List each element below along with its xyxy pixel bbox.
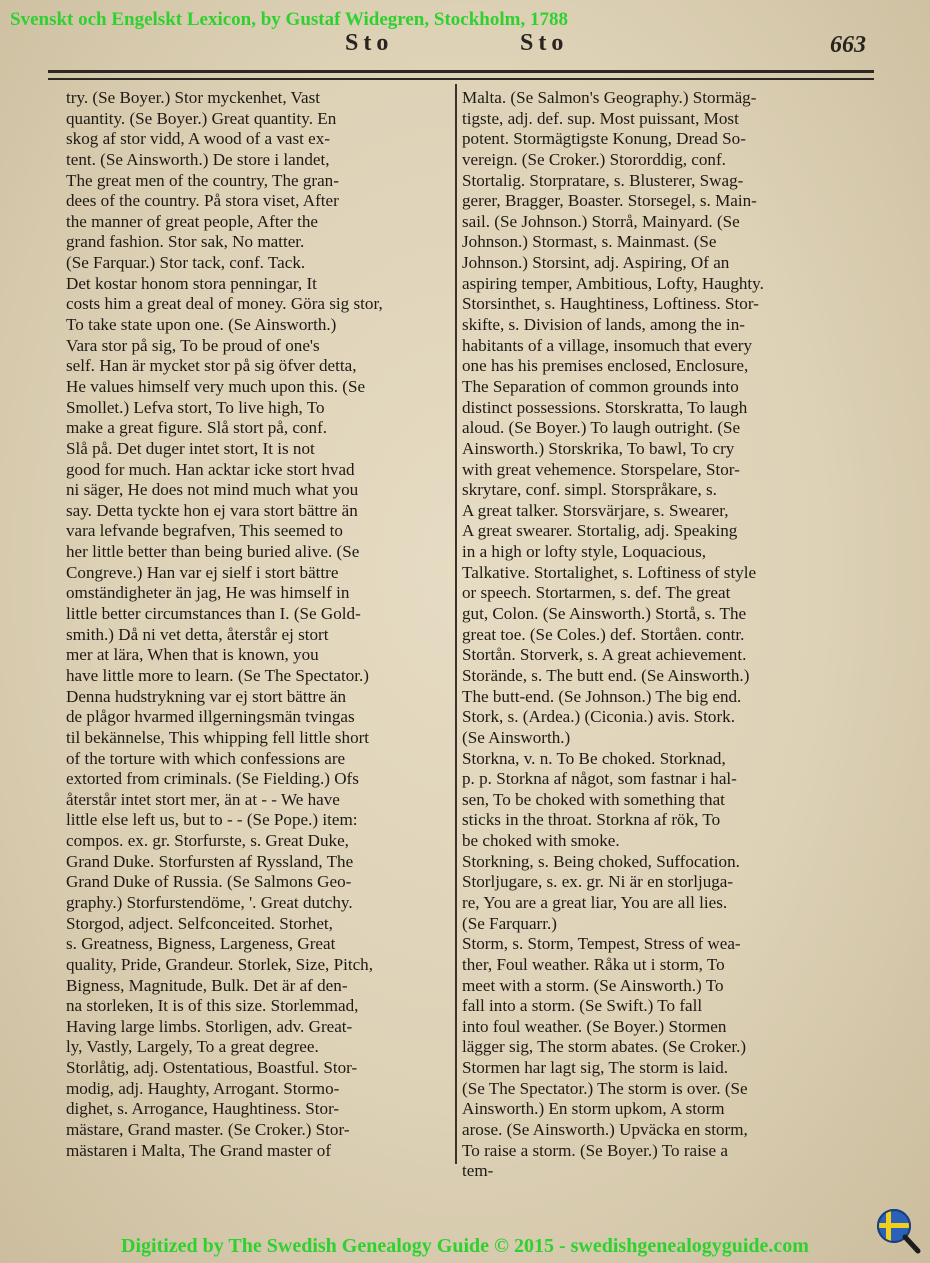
text-line: say. Detta tyckte hon ej vara stort bättre än: [66, 500, 358, 520]
text-line: Stortån. Storverk, s. A great achievement.: [462, 645, 747, 665]
text-line: de plågor hvarmed illgerningsmän tvingas: [66, 707, 355, 727]
text-line: The great men of the country, The gran-: [66, 170, 339, 190]
banner-title: Svenskt och Engelskt Lexicon, by Gustaf Widegren, Stockholm, 1788: [10, 9, 568, 30]
text-line: the manner of great people, After the: [66, 211, 319, 231]
text-line: til bekännelse, This whipping fell little short: [66, 727, 370, 747]
text-line: make a great figure. Slå stort på, conf.: [66, 418, 328, 438]
page-number: 663: [830, 32, 866, 58]
header-rule-thin: [48, 78, 874, 80]
text-line: (Se The Spectator.) The storm is over. (Se: [462, 1078, 748, 1098]
text-line: re, You are a great liar, You are all lies.: [462, 892, 728, 912]
text-line: sail. (Se Johnson.) Storrå, Mainyard. (Se: [462, 211, 740, 231]
text-line: To raise a storm. (Se Boyer.) To raise a: [462, 1140, 728, 1160]
text-line: Slå på. Det duger intet stort, It is not: [66, 438, 315, 458]
text-line: Vara stor på sig, To be proud of one's: [66, 335, 320, 355]
text-line: Johnson.) Stormast, s. Mainmast. (Se: [462, 232, 717, 252]
text-line: na storleken, It is of this size. Storlemmad,: [66, 996, 359, 1016]
text-line: sticks in the throat. Storkna af rök, To: [462, 810, 721, 830]
text-line: Malta. (Se Salmon's Geography.) Stormäg-: [462, 88, 757, 107]
text-line: Storlåtig, adj. Ostentatious, Boastful. Stor-: [66, 1058, 358, 1078]
text-line: graphy.) Storfurstendöme, '. Great dutchy.: [66, 892, 353, 912]
text-line: Stormen har lagt sig, The storm is laid.: [462, 1058, 729, 1078]
text-line: Ainsworth.) En storm upkom, A storm: [462, 1099, 725, 1119]
text-line: Johnson.) Storsint, adj. Aspiring, Of an: [462, 253, 730, 273]
text-line: arose. (Se Ainsworth.) Upväcka en storm,: [462, 1120, 748, 1140]
text-line: sen, To be choked with something that: [462, 789, 725, 809]
text-line: (Se Farquarr.): [462, 913, 557, 933]
text-line: compos. ex. gr. Storfurste, s. Great Duke,: [66, 831, 349, 851]
text-line: The Separation of common grounds into: [462, 376, 739, 396]
text-line: vereign. (Se Croker.) Stororddig, conf.: [462, 149, 726, 169]
text-line: skog af stor vidd, A wood of a vast ex-: [66, 129, 330, 149]
text-line: be choked with smoke.: [462, 831, 620, 851]
text-line: dees of the country. På stora viset, After: [66, 191, 339, 211]
text-line: fall into a storm. (Se Swift.) To fall: [462, 996, 703, 1016]
text-line: Stork, s. (Ardea.) (Ciconia.) avis. Stork.: [462, 707, 735, 727]
text-line: Smollet.) Lefva stort, To live high, To: [66, 397, 325, 417]
text-line: costs him a great deal of money. Göra sig stor,: [66, 294, 383, 314]
text-line: p. p. Storkna af något, som fastnar i hal-: [462, 769, 737, 789]
text-line: meet with a storm. (Se Ainsworth.) To: [462, 975, 724, 995]
text-line: Bigness, Magnitude, Bulk. Det är af den-: [66, 975, 348, 995]
text-line: modig, adj. Haughty, Arrogant. Stormo-: [66, 1078, 340, 1098]
text-line: Det kostar honom stora penningar, It: [66, 273, 317, 293]
text-line: återstår intet stort mer, än at - - We have: [66, 789, 340, 809]
text-line: skifte, s. Division of lands, among the in-: [462, 315, 745, 335]
text-line: vara lefvande begrafven, This seemed to: [66, 521, 343, 541]
text-line: quantity. (Se Boyer.) Great quantity. En: [66, 108, 337, 128]
text-line: potent. Stormägtigste Konung, Dread So-: [462, 129, 746, 149]
text-line: Having large limbs. Storligen, adv. Great-: [66, 1016, 353, 1036]
text-line: Congreve.) Han var ej sielf i stort bättre: [66, 562, 339, 582]
text-line: He values himself very much upon this. (Se: [66, 376, 366, 396]
text-line: s. Greatness, Bigness, Largeness, Great: [66, 934, 336, 954]
text-line: To take state upon one. (Se Ainsworth.): [66, 315, 337, 335]
text-line: Storm, s. Storm, Tempest, Stress of wea-: [462, 934, 741, 954]
text-line: A great talker. Storsvärjare, s. Swearer,: [462, 500, 729, 520]
text-line: one has his premises enclosed, Enclosure,: [462, 356, 749, 376]
text-line: Storkning, s. Being choked, Suffocation.: [462, 851, 740, 871]
text-line: Grand Duke. Storfursten af Ryssland, The: [66, 851, 354, 871]
text-line: ni säger, He does not mind much what you: [66, 480, 359, 500]
left-column: [66, 88, 448, 1161]
text-line: ly, Vastly, Largely, To a great degree.: [66, 1037, 319, 1057]
text-line: aloud. (Se Boyer.) To laugh outright. (Se: [462, 418, 741, 438]
text-line: Denna hudstrykning var ej stort bättre än: [66, 686, 347, 706]
text-line: gut, Colon. (Se Ainsworth.) Stortå, s. The: [462, 604, 747, 624]
text-line: smith.) Då ni vet detta, återstår ej stort: [66, 624, 329, 644]
text-line: Talkative. Stortalighet, s. Loftiness of style: [462, 562, 757, 582]
text-line: or speech. Stortarmen, s. def. The great: [462, 583, 731, 603]
text-line: Storgod, adject. Selfconceited. Storhet,: [66, 913, 333, 933]
text-line: in a high or lofty style, Loquacious,: [462, 542, 707, 562]
text-line: The butt-end. (Se Johnson.) The big end.: [462, 686, 742, 706]
text-line: try. (Se Boyer.) Stor myckenhet, Vast: [66, 88, 320, 107]
text-line: Storände, s. The butt end. (Se Ainsworth.): [462, 665, 750, 685]
text-line: mer at lära, When that is known, you: [66, 645, 319, 665]
header-rule: [48, 70, 874, 73]
footer-credit: Digitized by The Swedish Genealogy Guide © 2015 - swedishgenealogyguide.com: [121, 1235, 809, 1257]
text-line: gerer, Bragger, Boaster. Storsegel, s. Main-: [462, 191, 757, 211]
text-line: into foul weather. (Se Boyer.) Stormen: [462, 1016, 727, 1036]
swedish-flag-magnifier-icon: [874, 1206, 922, 1256]
text-line: have little more to learn. (Se The Spectator.): [66, 665, 369, 685]
text-line: (Se Ainsworth.): [462, 727, 571, 747]
text-line: her little better than being buried alive. (Se: [66, 542, 360, 562]
text-line: quality, Pride, Grandeur. Storlek, Size, Pitch,: [66, 954, 374, 974]
text-line: skrytare, conf. simpl. Storspråkare, s.: [462, 480, 717, 500]
text-line: little else left us, but to - - (Se Pope.) item:: [66, 810, 358, 830]
text-line: distinct possessions. Storskratta, To laugh: [462, 397, 748, 417]
running-headword-left: Sto: [345, 30, 394, 56]
text-line: little better circumstances than I. (Se Gold-: [66, 604, 361, 624]
text-line: mästaren i Malta, The Grand master of: [66, 1140, 332, 1160]
text-line: tigste, adj. def. sup. Most puissant, Most: [462, 108, 739, 128]
text-line: grand fashion. Stor sak, No matter.: [66, 232, 305, 252]
text-line: tem-: [462, 1161, 494, 1181]
text-line: omständigheter än jag, He was himself in: [66, 583, 350, 603]
text-line: with great vehemence. Storspelare, Stor-: [462, 459, 740, 479]
text-line: self. Han är mycket stor på sig öfver detta,: [66, 356, 357, 376]
text-line: of the torture with which confessions are: [66, 748, 346, 768]
text-line: tent. (Se Ainsworth.) De store i landet,: [66, 149, 330, 169]
text-line: extorted from criminals. (Se Fielding.) Ofs: [66, 769, 359, 789]
text-line: (Se Farquar.) Stor tack, conf. Tack.: [66, 253, 306, 273]
text-line: Storljugare, s. ex. gr. Ni är en storljuga-: [462, 872, 734, 892]
column-divider: [455, 84, 457, 1164]
text-line: great toe. (Se Coles.) def. Stortåen. contr.: [462, 624, 745, 644]
text-line: Grand Duke of Russia. (Se Salmons Geo-: [66, 872, 352, 892]
running-headword-right: Sto: [520, 30, 569, 56]
text-line: good for much. Han acktar icke stort hvad: [66, 459, 355, 479]
text-line: dighet, s. Arrogance, Haughtiness. Stor-: [66, 1099, 340, 1119]
text-line: Storkna, v. n. To Be choked. Storknad,: [462, 748, 726, 768]
text-line: mästare, Grand master. (Se Croker.) Stor-: [66, 1120, 350, 1140]
text-line: ther, Foul weather. Råka ut i storm, To: [462, 954, 725, 974]
text-line: A great swearer. Stortalig, adj. Speaking: [462, 521, 738, 541]
text-line: Ainsworth.) Storskrika, To bawl, To cry: [462, 438, 735, 458]
text-line: Storsinthet, s. Haughtiness, Loftiness. Stor-: [462, 294, 759, 314]
right-column: [462, 88, 870, 1182]
text-line: habitants of a village, insomuch that every: [462, 335, 753, 355]
text-line: Stortalig. Storpratare, s. Blusterer, Swag-: [462, 170, 744, 190]
text-line: aspiring temper, Ambitious, Lofty, Haughty.: [462, 273, 764, 293]
text-line: lägger sig, The storm abates. (Se Croker.): [462, 1037, 747, 1057]
